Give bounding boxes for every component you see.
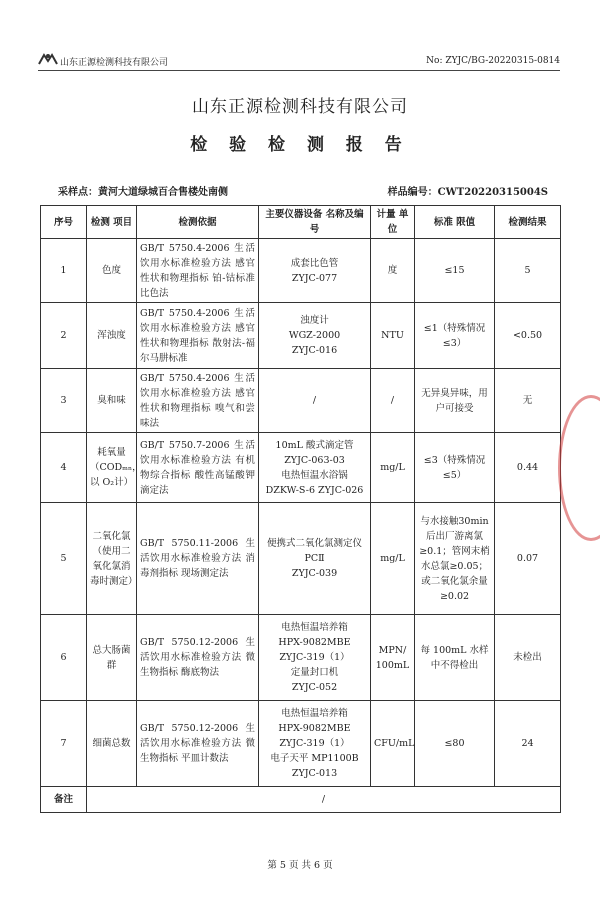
col-header-basis: 检测依据 [137, 206, 259, 239]
cell-no: 7 [41, 701, 87, 787]
table-row [41, 503, 561, 615]
remark-value: / [87, 787, 561, 813]
col-header-instrument: 主要仪器设备 名称及编号 [259, 206, 371, 239]
cell-basis: GB/T 5750.4-2006 生活饮用水标准检验方法 感官性状和物理指标 铂-钴标准比色法 [137, 239, 259, 303]
cell-basis: GB/T 5750.7-2006 生活饮用水标准检验方法 有机物综合指标 酸性高锰酸钾滴定法 [137, 433, 259, 503]
company-name-small: 山东正源检测科技有限公司 [60, 58, 169, 68]
cell-unit: NTU [371, 303, 415, 369]
cell-unit: CFU/mL [371, 701, 415, 787]
col-header-unit: 计量 单位 [371, 206, 415, 239]
cell-instrument: 浊度计 WGZ-2000 ZYJC-016 [259, 303, 371, 369]
cell-limit: ≤80 [415, 701, 495, 787]
cell-item: 臭和味 [87, 369, 137, 433]
table-row [41, 433, 561, 503]
cell-unit: mg/L [371, 433, 415, 503]
col-header-result: 检测结果 [495, 206, 561, 239]
table-row [41, 701, 561, 787]
company-title: 山东正源检测科技有限公司 [192, 97, 408, 117]
col-header-limit: 标准 限值 [415, 206, 495, 239]
table-row [41, 303, 561, 369]
cell-limit: 每 100mL 水样中不得检出 [415, 615, 495, 701]
cell-instrument: 成套比色管 ZYJC-077 [259, 239, 371, 303]
cell-unit: MPN/ 100mL [371, 615, 415, 701]
cell-result: 0.07 [495, 503, 561, 615]
cell-no: 1 [41, 239, 87, 303]
cell-item: 二氧化氯 （使用二氧化氯消毒时测定） [87, 503, 137, 615]
page-header [38, 52, 560, 71]
cell-result: 未检出 [495, 615, 561, 701]
cell-result: 0.44 [495, 433, 561, 503]
cell-limit: ≤3（特殊情况≤5） [415, 433, 495, 503]
cell-result: 24 [495, 701, 561, 787]
table-row [41, 239, 561, 303]
cell-no: 4 [41, 433, 87, 503]
cell-no: 2 [41, 303, 87, 369]
cell-basis: GB/T 5750.4-2006 生活饮用水标准检验方法 感官性状和物理指标 散射法-福尔马肼标准 [137, 303, 259, 369]
cell-item: 色度 [87, 239, 137, 303]
cell-basis: GB/T 5750.4-2006 生活饮用水标准检验方法 感官性状和物理指标 嗅气和尝味法 [137, 369, 259, 433]
cell-instrument: 10mL 酸式滴定管 ZYJC-063-03 电热恒温水浴锅 DZKW-S-6 ZYJC-026 [259, 433, 371, 503]
cell-instrument: / [259, 369, 371, 433]
sample-point: 采样点：黄河大道绿城百合售楼处南侧 [58, 187, 228, 198]
col-header-no: 序号 [41, 206, 87, 239]
seal-stamp [558, 395, 600, 541]
cell-item: 耗氧量 （CODₘₙ，以 O₂计） [87, 433, 137, 503]
cell-limit: 与水接触30min后出厂游离氯≥0.1；管网末梢水总氯≥0.05；或二氧化氯余量≥0.02 [415, 503, 495, 615]
remark-label: 备注 [41, 787, 87, 813]
cell-unit: / [371, 369, 415, 433]
col-header-item: 检测 项目 [87, 206, 137, 239]
table-row [41, 369, 561, 433]
cell-limit: ≤15 [415, 239, 495, 303]
cell-instrument: 电热恒温培养箱 HPX-9082MBE ZYJC-319（1） 电子天平 MP1100B ZYJC-013 [259, 701, 371, 787]
cell-result: 5 [495, 239, 561, 303]
results-table [40, 205, 561, 813]
cell-instrument: 便携式二氧化氯测定仪 PCⅡ ZYJC-039 [259, 503, 371, 615]
cell-unit: mg/L [371, 503, 415, 615]
cell-no: 5 [41, 503, 87, 615]
company-logo-icon [38, 52, 58, 66]
report-number: No: ZYJC/BG-20220315-0814 [426, 56, 560, 66]
cell-result: 无 [495, 369, 561, 433]
cell-no: 6 [41, 615, 87, 701]
sample-info [58, 183, 548, 198]
cell-limit: ≤1（特殊情况≤3） [415, 303, 495, 369]
cell-instrument: 电热恒温培养箱 HPX-9082MBE ZYJC-319（1） 定量封口机 ZYJC-052 [259, 615, 371, 701]
page-number: 第 5 页 共 6 页 [267, 860, 333, 871]
sample-number: 样品编号：CWT20220315004S [387, 187, 548, 198]
cell-basis: GB/T 5750.12-2006 生活饮用水标准检验方法 微生物指标 平皿计数法 [137, 701, 259, 787]
cell-item: 浑浊度 [87, 303, 137, 369]
cell-result: <0.50 [495, 303, 561, 369]
cell-item: 总大肠菌群 [87, 615, 137, 701]
cell-no: 3 [41, 369, 87, 433]
table-row-remark [41, 787, 561, 813]
table-header-row [41, 206, 561, 239]
table-row [41, 615, 561, 701]
cell-basis: GB/T 5750.11-2006 生活饮用水标准检验方法 消毒剂指标 现场测定法 [137, 503, 259, 615]
cell-limit: 无异臭异味，用户可接受 [415, 369, 495, 433]
cell-basis: GB/T 5750.12-2006 生活饮用水标准检验方法 微生物指标 酶底物法 [137, 615, 259, 701]
report-title: 检 验 检 测 报 告 [190, 135, 410, 155]
cell-item: 细菌总数 [87, 701, 137, 787]
cell-unit: 度 [371, 239, 415, 303]
